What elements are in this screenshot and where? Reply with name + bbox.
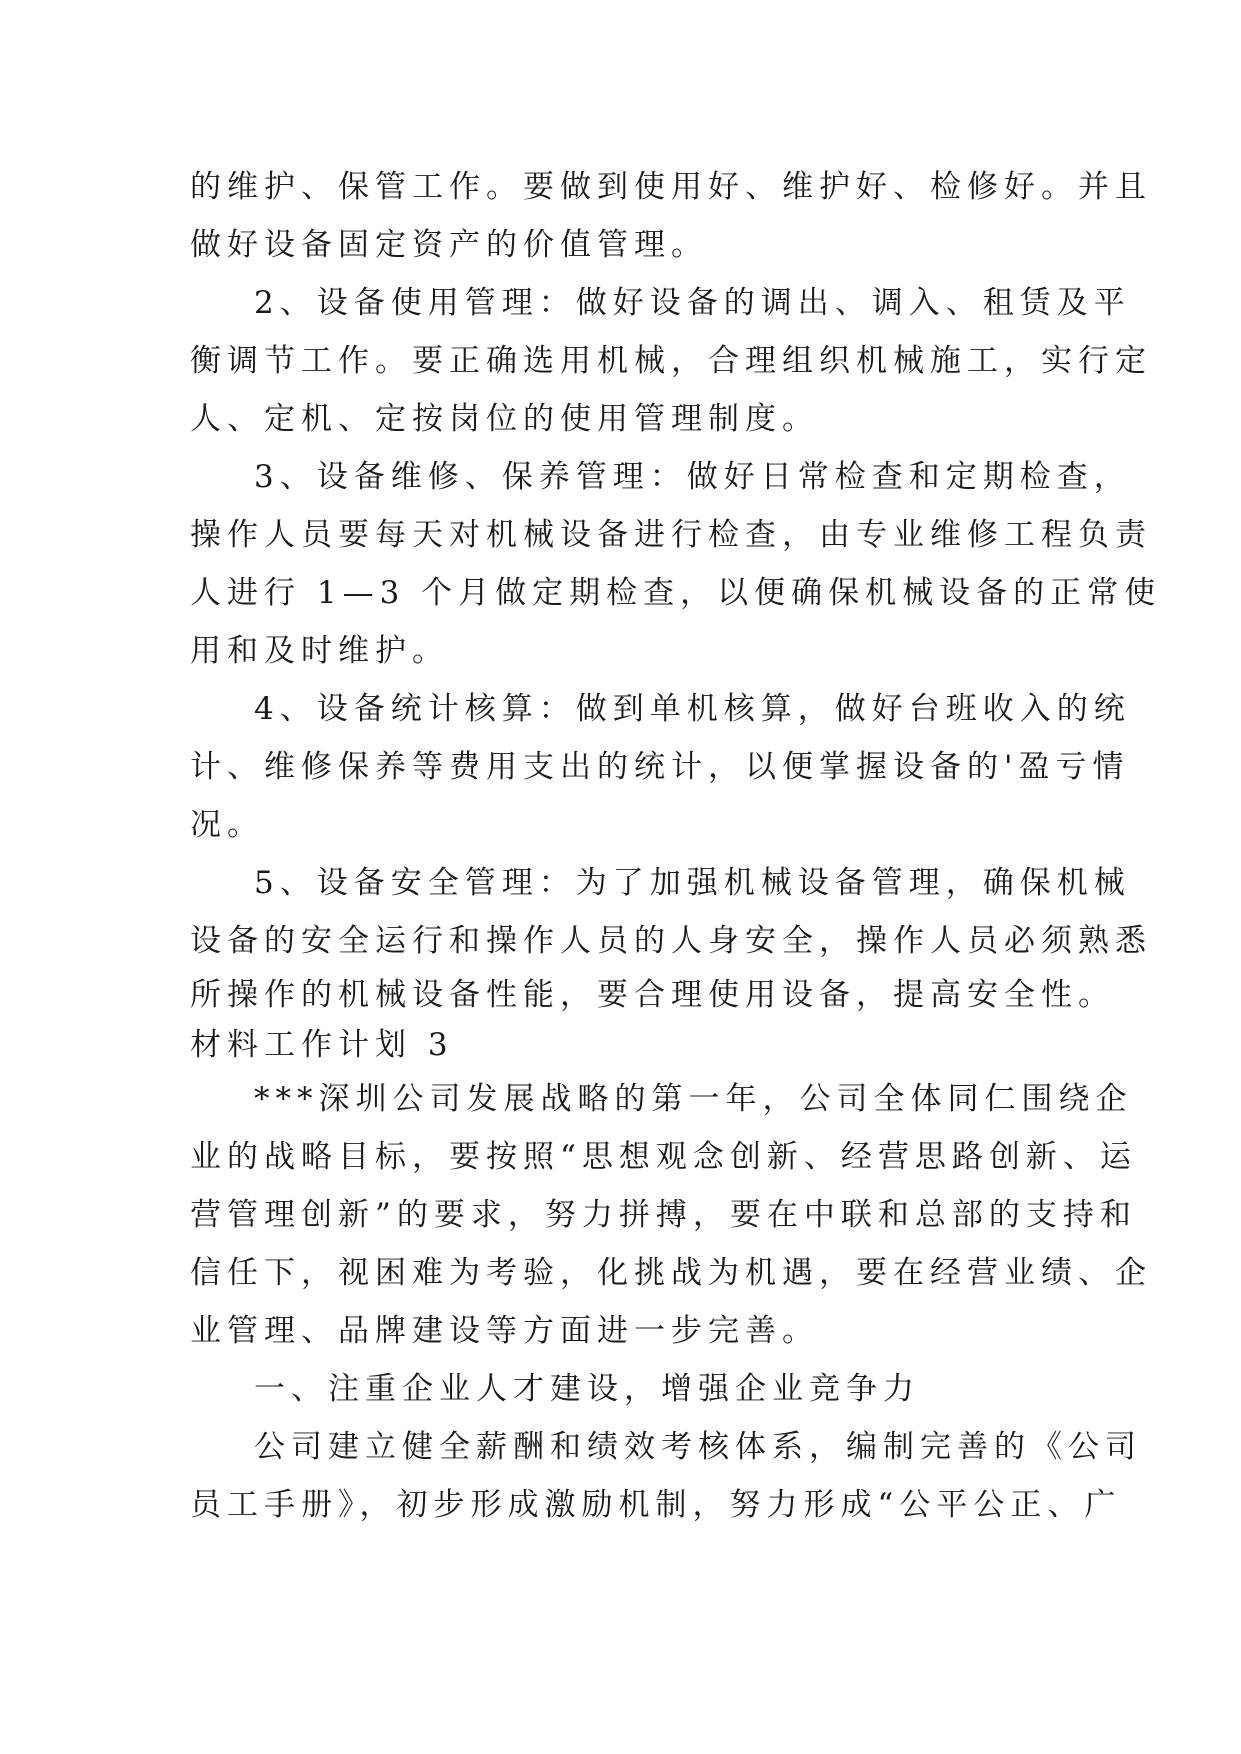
- text-line: 营管理创新”的要求，努力拼搏，要在中联和总部的支持和: [190, 1197, 1137, 1233]
- text-line: 员工手册》，初步形成激励机制，努力形成“公平公正、广: [190, 1487, 1122, 1523]
- paragraph-start-line: 2、设备使用管理：做好设备的调出、调入、租赁及平: [254, 285, 1131, 321]
- text-line: 设备的安全运行和操作人员的人身安全，操作人员必须熟悉: [190, 923, 1152, 959]
- text-line: 人进行 1—3 个月做定期检查，以便确保机械设备的正常使: [190, 575, 1162, 611]
- paragraph-start-line: 4、设备统计核算：做到单机核算，做好台班收入的统: [254, 691, 1131, 727]
- text-line: 的维护、保管工作。要做到使用好、维护好、检修好。并且: [190, 169, 1152, 205]
- text-line: 况。: [190, 807, 264, 843]
- text-line: 计、维修保养等费用支出的统计，以便掌握设备的'盈亏情: [190, 749, 1130, 785]
- paragraph-start-line: ***深圳公司发展战略的第一年，公司全体同仁围绕企: [254, 1081, 1133, 1117]
- text-line: 所操作的机械设备性能，要合理使用设备，提高安全性。: [190, 977, 1115, 1013]
- paragraph-start-line: 5、设备安全管理：为了加强机械设备管理，确保机械: [254, 865, 1131, 901]
- text-line: 业的战略目标，要按照“思想观念创新、经营思路创新、运: [190, 1139, 1137, 1175]
- text-line: 信任下，视困难为考验，化挑战为机遇，要在经营业绩、企: [190, 1255, 1152, 1291]
- paragraph-start-line: 公司建立健全薪酬和绩效考核体系，编制完善的《公司: [254, 1429, 1142, 1465]
- text-line: 人、定机、定按岗位的使用管理制度。: [190, 401, 819, 437]
- document-body: [190, 158, 1162, 1534]
- paragraph-start-line: 3、设备维修、保养管理：做好日常检查和定期检查，: [254, 459, 1131, 495]
- text-line: 衡调节工作。要正确选用机械，合理组织机械施工，实行定: [190, 343, 1152, 379]
- text-line: 用和及时维护。: [190, 633, 449, 669]
- subsection-heading: 一、注重企业人才建设，增强企业竞争力: [254, 1371, 920, 1407]
- text-line: 操作人员要每天对机械设备进行检查，由专业维修工程负责: [190, 517, 1152, 553]
- text-line: 做好设备固定资产的价值管理。: [190, 227, 708, 263]
- section-heading: 材料工作计划 3: [190, 1027, 454, 1063]
- text-line: 业管理、品牌建设等方面进一步完善。: [190, 1313, 819, 1349]
